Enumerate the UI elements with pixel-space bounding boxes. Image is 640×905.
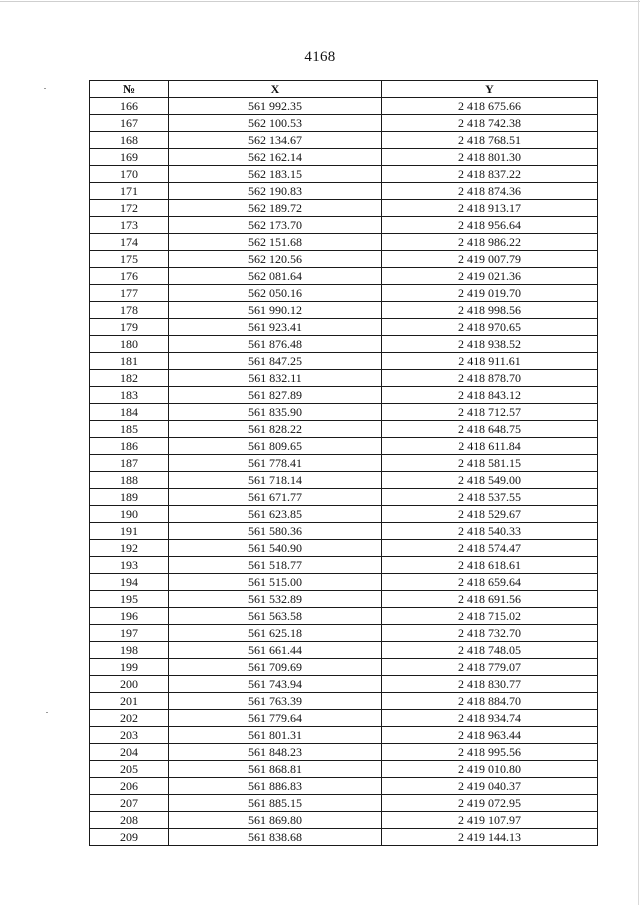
table-row — [90, 523, 598, 540]
cell-y: 2 418 648.75 — [382, 421, 598, 438]
cell-number: 189 — [90, 489, 169, 506]
cell-number: 196 — [90, 608, 169, 625]
page-edge-right — [638, 0, 639, 905]
cell-x: 561 779.64 — [169, 710, 382, 727]
cell-number: 175 — [90, 251, 169, 268]
cell-y: 2 418 748.05 — [382, 642, 598, 659]
cell-y: 2 418 618.61 — [382, 557, 598, 574]
cell-x: 561 515.00 — [169, 574, 382, 591]
cell-x: 561 580.36 — [169, 523, 382, 540]
table-row — [90, 812, 598, 829]
cell-x: 561 885.15 — [169, 795, 382, 812]
cell-y: 2 418 675.66 — [382, 98, 598, 115]
table-row — [90, 370, 598, 387]
cell-number: 173 — [90, 217, 169, 234]
cell-number: 200 — [90, 676, 169, 693]
cell-number: 203 — [90, 727, 169, 744]
cell-x: 561 828.22 — [169, 421, 382, 438]
cell-number: 207 — [90, 795, 169, 812]
cell-number: 192 — [90, 540, 169, 557]
cell-number: 167 — [90, 115, 169, 132]
table-row — [90, 540, 598, 557]
table-row — [90, 795, 598, 812]
table-row — [90, 268, 598, 285]
table-body — [90, 98, 598, 846]
cell-y: 2 418 874.36 — [382, 183, 598, 200]
table-row — [90, 727, 598, 744]
cell-y: 2 418 913.17 — [382, 200, 598, 217]
cell-y: 2 418 712.57 — [382, 404, 598, 421]
table-row — [90, 336, 598, 353]
cell-x: 561 778.41 — [169, 455, 382, 472]
cell-x: 561 661.44 — [169, 642, 382, 659]
cell-number: 202 — [90, 710, 169, 727]
cell-number: 205 — [90, 761, 169, 778]
cell-y: 2 418 884.70 — [382, 693, 598, 710]
cell-y: 2 418 938.52 — [382, 336, 598, 353]
cell-y: 2 418 995.56 — [382, 744, 598, 761]
cell-number: 178 — [90, 302, 169, 319]
table-row — [90, 761, 598, 778]
cell-number: 177 — [90, 285, 169, 302]
table-row — [90, 710, 598, 727]
cell-x: 561 868.81 — [169, 761, 382, 778]
cell-x: 561 847.25 — [169, 353, 382, 370]
header-number: № — [90, 81, 169, 98]
table-row — [90, 234, 598, 251]
table-row — [90, 319, 598, 336]
cell-x: 561 809.65 — [169, 438, 382, 455]
cell-y: 2 418 768.51 — [382, 132, 598, 149]
cell-x: 561 876.48 — [169, 336, 382, 353]
cell-y: 2 418 549.00 — [382, 472, 598, 489]
cell-y: 2 418 843.12 — [382, 387, 598, 404]
table-row — [90, 659, 598, 676]
cell-y: 2 418 911.61 — [382, 353, 598, 370]
cell-number: 180 — [90, 336, 169, 353]
table-row — [90, 115, 598, 132]
cell-number: 170 — [90, 166, 169, 183]
cell-x: 561 540.90 — [169, 540, 382, 557]
table-row — [90, 506, 598, 523]
cell-x: 561 763.39 — [169, 693, 382, 710]
cell-y: 2 418 611.84 — [382, 438, 598, 455]
table-row — [90, 642, 598, 659]
cell-y: 2 418 837.22 — [382, 166, 598, 183]
cell-x: 562 190.83 — [169, 183, 382, 200]
cell-x: 561 709.69 — [169, 659, 382, 676]
cell-x: 561 838.68 — [169, 829, 382, 846]
table-row — [90, 302, 598, 319]
cell-number: 185 — [90, 421, 169, 438]
cell-y: 2 419 010.80 — [382, 761, 598, 778]
table-row — [90, 387, 598, 404]
cell-x: 562 050.16 — [169, 285, 382, 302]
cell-y: 2 418 659.64 — [382, 574, 598, 591]
cell-number: 179 — [90, 319, 169, 336]
table-row — [90, 404, 598, 421]
cell-x: 562 173.70 — [169, 217, 382, 234]
cell-number: 208 — [90, 812, 169, 829]
table-row — [90, 489, 598, 506]
table-row — [90, 557, 598, 574]
cell-y: 2 418 956.64 — [382, 217, 598, 234]
cell-number: 190 — [90, 506, 169, 523]
cell-x: 561 869.80 — [169, 812, 382, 829]
cell-y: 2 419 021.36 — [382, 268, 598, 285]
cell-y: 2 419 007.79 — [382, 251, 598, 268]
cell-y: 2 418 878.70 — [382, 370, 598, 387]
scan-speck — [46, 712, 48, 713]
table-row — [90, 166, 598, 183]
cell-y: 2 419 040.37 — [382, 778, 598, 795]
cell-number: 188 — [90, 472, 169, 489]
cell-number: 181 — [90, 353, 169, 370]
cell-x: 562 081.64 — [169, 268, 382, 285]
cell-x: 562 100.53 — [169, 115, 382, 132]
table-row — [90, 183, 598, 200]
table-row — [90, 693, 598, 710]
cell-y: 2 418 934.74 — [382, 710, 598, 727]
cell-x: 561 563.58 — [169, 608, 382, 625]
cell-number: 186 — [90, 438, 169, 455]
cell-x: 561 625.18 — [169, 625, 382, 642]
cell-x: 561 923.41 — [169, 319, 382, 336]
cell-number: 168 — [90, 132, 169, 149]
cell-y: 2 418 998.56 — [382, 302, 598, 319]
cell-x: 561 743.94 — [169, 676, 382, 693]
cell-number: 182 — [90, 370, 169, 387]
cell-number: 195 — [90, 591, 169, 608]
cell-x: 561 801.31 — [169, 727, 382, 744]
cell-x: 561 848.23 — [169, 744, 382, 761]
coordinates-table — [89, 80, 598, 846]
table-row — [90, 353, 598, 370]
cell-y: 2 418 537.55 — [382, 489, 598, 506]
cell-y: 2 418 801.30 — [382, 149, 598, 166]
scan-speck — [44, 88, 46, 89]
cell-number: 197 — [90, 625, 169, 642]
cell-x: 562 162.14 — [169, 149, 382, 166]
cell-number: 206 — [90, 778, 169, 795]
cell-y: 2 419 144.13 — [382, 829, 598, 846]
header-x: X — [169, 81, 382, 98]
table-row — [90, 285, 598, 302]
cell-number: 174 — [90, 234, 169, 251]
cell-x: 562 189.72 — [169, 200, 382, 217]
cell-x: 561 532.89 — [169, 591, 382, 608]
cell-x: 561 718.14 — [169, 472, 382, 489]
table-row — [90, 608, 598, 625]
cell-number: 209 — [90, 829, 169, 846]
table-row — [90, 149, 598, 166]
cell-y: 2 418 830.77 — [382, 676, 598, 693]
cell-y: 2 419 072.95 — [382, 795, 598, 812]
cell-x: 561 835.90 — [169, 404, 382, 421]
cell-number: 172 — [90, 200, 169, 217]
cell-x: 561 832.11 — [169, 370, 382, 387]
cell-number: 201 — [90, 693, 169, 710]
cell-x: 562 151.68 — [169, 234, 382, 251]
cell-number: 187 — [90, 455, 169, 472]
cell-x: 561 990.12 — [169, 302, 382, 319]
cell-x: 561 623.85 — [169, 506, 382, 523]
table-header-row — [90, 81, 598, 98]
cell-y: 2 418 963.44 — [382, 727, 598, 744]
page-edge-top — [0, 1, 640, 2]
table-row — [90, 132, 598, 149]
cell-y: 2 418 529.67 — [382, 506, 598, 523]
cell-y: 2 418 691.56 — [382, 591, 598, 608]
cell-number: 204 — [90, 744, 169, 761]
table-row — [90, 829, 598, 846]
cell-number: 169 — [90, 149, 169, 166]
table-row — [90, 744, 598, 761]
page-number: 4168 — [304, 49, 336, 65]
table-row — [90, 421, 598, 438]
cell-x: 561 827.89 — [169, 387, 382, 404]
cell-y: 2 418 581.15 — [382, 455, 598, 472]
table-row — [90, 676, 598, 693]
cell-y: 2 418 574.47 — [382, 540, 598, 557]
cell-y: 2 418 715.02 — [382, 608, 598, 625]
cell-number: 198 — [90, 642, 169, 659]
table-row — [90, 438, 598, 455]
table-row — [90, 455, 598, 472]
table-row — [90, 217, 598, 234]
cell-y: 2 418 779.07 — [382, 659, 598, 676]
cell-number: 191 — [90, 523, 169, 540]
cell-y: 2 418 970.65 — [382, 319, 598, 336]
cell-y: 2 419 107.97 — [382, 812, 598, 829]
cell-number: 171 — [90, 183, 169, 200]
cell-x: 561 886.83 — [169, 778, 382, 795]
cell-y: 2 418 732.70 — [382, 625, 598, 642]
cell-number: 193 — [90, 557, 169, 574]
cell-number: 194 — [90, 574, 169, 591]
table-row — [90, 98, 598, 115]
cell-y: 2 419 019.70 — [382, 285, 598, 302]
header-y: Y — [382, 81, 598, 98]
cell-number: 176 — [90, 268, 169, 285]
cell-y: 2 418 540.33 — [382, 523, 598, 540]
table-row — [90, 778, 598, 795]
cell-x: 561 518.77 — [169, 557, 382, 574]
cell-x: 561 992.35 — [169, 98, 382, 115]
table-row — [90, 625, 598, 642]
cell-x: 562 183.15 — [169, 166, 382, 183]
cell-x: 562 134.67 — [169, 132, 382, 149]
cell-y: 2 418 986.22 — [382, 234, 598, 251]
table-row — [90, 472, 598, 489]
table-row — [90, 574, 598, 591]
cell-number: 199 — [90, 659, 169, 676]
table-row — [90, 200, 598, 217]
table-row — [90, 251, 598, 268]
cell-number: 184 — [90, 404, 169, 421]
cell-x: 562 120.56 — [169, 251, 382, 268]
table-row — [90, 591, 598, 608]
cell-number: 183 — [90, 387, 169, 404]
cell-x: 561 671.77 — [169, 489, 382, 506]
cell-y: 2 418 742.38 — [382, 115, 598, 132]
cell-number: 166 — [90, 98, 169, 115]
